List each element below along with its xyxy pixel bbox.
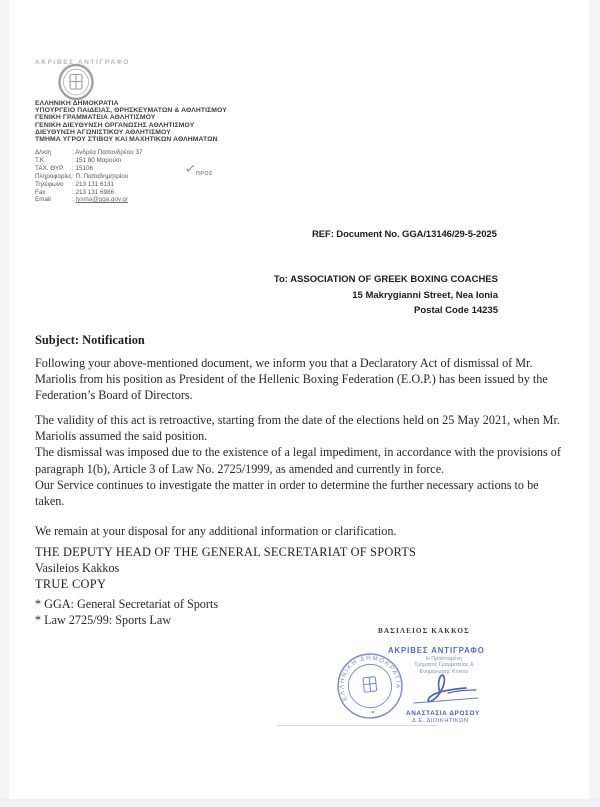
signature-icon [404,669,490,709]
contact-label: Email [35,196,51,204]
scan-edge-right [589,0,600,807]
scan-edge-bottom [0,799,600,807]
recipient-line: 15 Makrygianni Street, Nea Ionia [352,289,498,301]
body-paragraph: We remain at your disposal for any additional information or clarification. [35,524,397,538]
stamp-subtitle-line: Τμήματος Γραμματείας & [414,662,474,669]
contact-row [35,173,143,181]
contact-row-email [35,196,143,204]
ministry-line: ΓΕΝΙΚΗ ΔΙΕΥΘΥΝΣΗ ΟΡΓΑΝΩΣΗΣ ΑΘΛΗΤΙΣΜΟΥ [35,121,195,129]
reference-line: REF: Document No. GGA/13146/29-5-2025 [312,229,497,240]
body-paragraph: Our Service continues to investigate the matter in order to determine the further necessary actions to be taken. [35,477,539,509]
certified-copy-faint-stamp: ΑΚΡΙΒΕΣ ΑΝΤΙΓΡΑΦΟ [35,59,131,66]
contact-label: ΤΑΧ. ΘΥΡ. [35,164,65,172]
contact-value: : 213 131 6131 [72,180,115,188]
body-paragraph: The validity of this act is retroactive, starting from the date of the elections held on 25 May 2021, when Mr. Mariolis assumed the said position. [35,413,560,444]
contact-label: Πληροφορίες [35,172,72,180]
subject-line: Subject: Notification [35,333,145,347]
scan-artifact-line [277,725,437,726]
recipient-line: To: ASSOCIATION OF GREEK BOXING COACHES [273,274,498,285]
contact-label: Τηλέφωνο [35,180,64,188]
ministry-line: ΕΛΛΗΝΙΚΗ ΔΗΜΟΚΡΑΤΙΑ [35,100,119,107]
stamp-certified-copy-label: ΑΚΡΙΒΕΣ ΑΝΤΙΓΡΑΦΟ [388,646,485,655]
footnote: * Law 2725/99: Sports Law [35,613,172,627]
greek-emblem-icon [53,61,99,101]
contact-value: : 15106 [72,164,94,172]
signatory-name-caps: ΒΑΣΙΛΕΙΟΣ ΚΑΚΚΟΣ [378,627,470,635]
footnote: * GGA: General Secretariat of Sports [35,597,219,611]
letterhead-ministry-block [35,100,227,143]
contact-value: : [72,196,76,204]
routing-label: ΠΡΟΣ [195,171,213,177]
contact-value: : Ανδρέα Παπανδρέου 37 [72,149,143,156]
ministry-line: ΥΠΟΥΡΓΕΙΟ ΠΑΙΔΕΙΑΣ, ΘΡΗΣΚΕΥΜΑΤΩΝ & ΑΘΛΗΤΙΣΜΟΥ [35,107,227,115]
contact-value: : 151 80 Μαρούσι [72,156,122,164]
stamp-signer-name: ΑΝΑΣΤΑΣΙΑ ΔΡΟΣΟΥ [406,710,480,717]
signature-name: Vasileios Kakkos [35,561,120,575]
email-link: tysma@gga.gov.gr [75,196,128,204]
scan-edge-left [0,0,9,807]
routing-mark [185,160,213,178]
contact-row [35,157,143,165]
contact-label: Δ/νση [35,149,52,156]
letterhead-contact-block [35,149,143,204]
signature-title: THE DEPUTY HEAD OF THE GENERAL SECRETARIAT OF SPORTS [35,545,417,559]
ministry-line: ΤΜΗΜΑ ΥΓΡΟΥ ΣΤΙΒΟΥ ΚΑΙ ΜΑΧΗΤΙΚΩΝ ΑΘΛΗΜΑΤΩΝ [35,136,218,144]
recipient-line: Postal Code 14235 [414,305,498,316]
ministry-line: ΓΕΝΙΚΗ ΓΡΑΜΜΑΤΕΙΑ ΑΘΛΗΤΙΣΜΟΥ [35,114,156,122]
contact-value: : 213 131 6986 [72,188,115,196]
checkmark-icon: ✓ [184,160,197,177]
body-paragraph: Following your above-mentioned document, we inform you that a Declaratory Act of dismissal of Mr. Mariolis from his position as President of the Hellenic Boxing Federation (E.O.P.) has been issued by the Federation’s Board of Directors. [35,356,548,403]
contact-row [35,181,143,189]
true-copy-label: TRUE COPY [35,577,107,591]
ministry-line: ΔΙΕΥΘΥΝΣΗ ΑΓΩΝΙΣΤΙΚΟΥ ΑΘΛΗΤΙΣΜΟΥ [35,128,171,136]
seal-circular-text: ΕΛΛΗΝΙΚΗ ΔΗΜΟΚΡΑΤΙΑ [338,654,402,702]
recipient-block [274,272,498,319]
body-paragraph: The dismissal was imposed due to the existence of a legal impediment, in accordance with the provisions of paragraph 1(b), Article 3 of Law No. 2725/1999, as amended and currently in force. [35,445,561,476]
contact-label: Fax [35,188,46,196]
contact-row [35,165,143,173]
contact-value: : Π. Παπαδημητρίου [72,172,129,180]
contact-row [35,149,143,157]
stamp-subtitle-line: Ενημέρωσης Κοινού [419,668,469,675]
contact-row [35,189,143,197]
stamp-subtitle-line: Η Προϊσταμένη [425,656,463,662]
stamp-signer-grade: Δ.Ε. ΔΙΟΙΚΗΤΙΚΩΝ [412,718,469,724]
body-paragraph-group [35,412,566,509]
contact-label: Τ.Κ. [35,156,46,164]
